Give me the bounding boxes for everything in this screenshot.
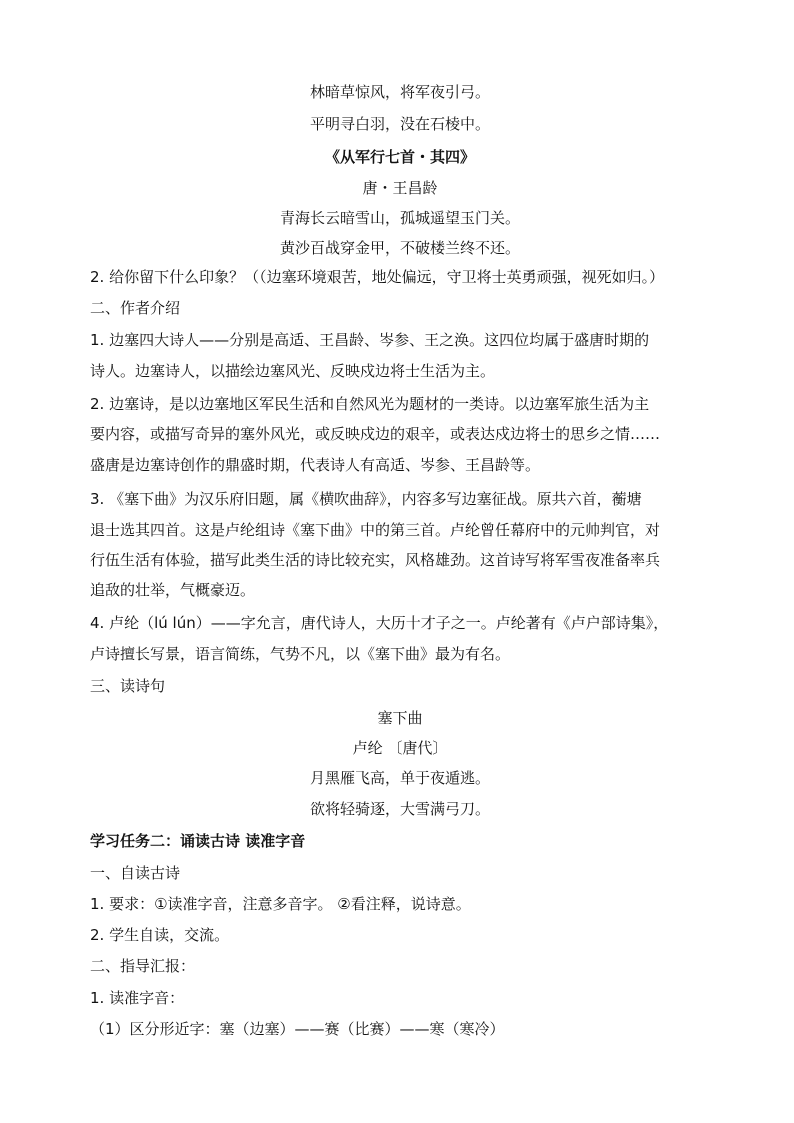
author-item-1-line-1: 1. 边塞四大诗人——分别是高适、王昌龄、岑参、王之涣。这四位均属于盛唐时期的 (90, 331, 650, 349)
task-2-distinguish: （1）区分形近字：塞（边塞）——赛（比赛）——寒（寒冷） (90, 1020, 505, 1038)
author-item-3-line-4: 追敌的壮举，气概豪迈。 (90, 581, 256, 599)
poem2-author: 唐・王昌龄 (362, 179, 438, 197)
poem2-line-2: 黄沙百战穿金甲，不破楼兰终不还。 (279, 239, 520, 257)
author-item-2-line-2: 要内容，或描写奇异的塞外风光，或反映戍边的艰辛，或表达戍边将士的思乡之情…… (90, 425, 661, 443)
poem2-line-1: 青海长云暗雪山，孤城遥望玉门关。 (279, 209, 520, 227)
author-item-4-line-1: 4. 卢纶（lú lún）——字允言，唐代诗人，大历十才子之一。卢纶著有《卢户部诗集》， (90, 614, 669, 632)
poem3-line-1: 月黑雁飞高，单于夜遁逃。 (309, 769, 490, 787)
poem3-title: 塞下曲 (377, 709, 423, 727)
author-item-3-line-2: 退士选其四首。这是卢纶组诗《塞下曲》中的第三首。卢纶曾任幕府中的元帅判官，对 (90, 521, 661, 539)
poem2-title: 《从军行七首・其四》 (324, 148, 475, 166)
task-2-heading: 学习任务二：诵读古诗 读准字音 (90, 832, 306, 850)
section-2-heading: 二、作者介绍 (90, 299, 181, 317)
author-item-3-line-3: 行伍生活有体验，描写此类生活的诗比较充实，风格雄劲。这首诗写将军雪夜准备率兵 (90, 551, 661, 569)
poem3-line-2: 欲将轻骑逐，大雪满弓刀。 (309, 800, 490, 818)
author-item-1-line-2: 诗人。边塞诗人，以描绘边塞风光、反映戍边将士生活为主。 (90, 362, 496, 380)
poem-line-4: 平明寻白羽，没在石棱中。 (309, 115, 490, 133)
task-2-self-read: 2. 学生自读，交流。 (90, 926, 230, 944)
task-2-requirement: 1. 要求：①读准字音，注意多音字。 ②看注释，说诗意。 (90, 895, 471, 913)
question-2: 2. 给你留下什么印象？（（边塞环境艰苦，地处偏远，守卫将士英勇顽强，视死如归。） (90, 268, 665, 286)
task-2-pronounce: 1. 读准字音： (90, 989, 185, 1007)
task-2-sub-1: 一、自读古诗 (90, 864, 181, 882)
author-item-2-line-1: 2. 边塞诗，是以边塞地区军民生活和自然风光为题材的一类诗。以边塞军旅生活为主 (90, 395, 650, 413)
task-2-sub-2: 二、指导汇报： (90, 957, 196, 975)
poem3-author: 卢纶 〔唐代〕 (352, 739, 448, 757)
author-item-3-line-1: 3. 《塞下曲》为汉乐府旧题，属《横吹曲辞》，内容多写边塞征战。原共六首，蘅塘 (90, 490, 642, 508)
section-3-heading: 三、读诗句 (90, 677, 166, 695)
poem-line-3: 林暗草惊风，将军夜引弓。 (309, 83, 490, 101)
author-item-4-line-2: 卢诗擅长写景，语言简练，气势不凡，以《塞下曲》最为有名。 (90, 645, 511, 663)
author-item-2-line-3: 盛唐是边塞诗创作的鼎盛时期，代表诗人有高适、岑参、王昌龄等。 (90, 456, 541, 474)
